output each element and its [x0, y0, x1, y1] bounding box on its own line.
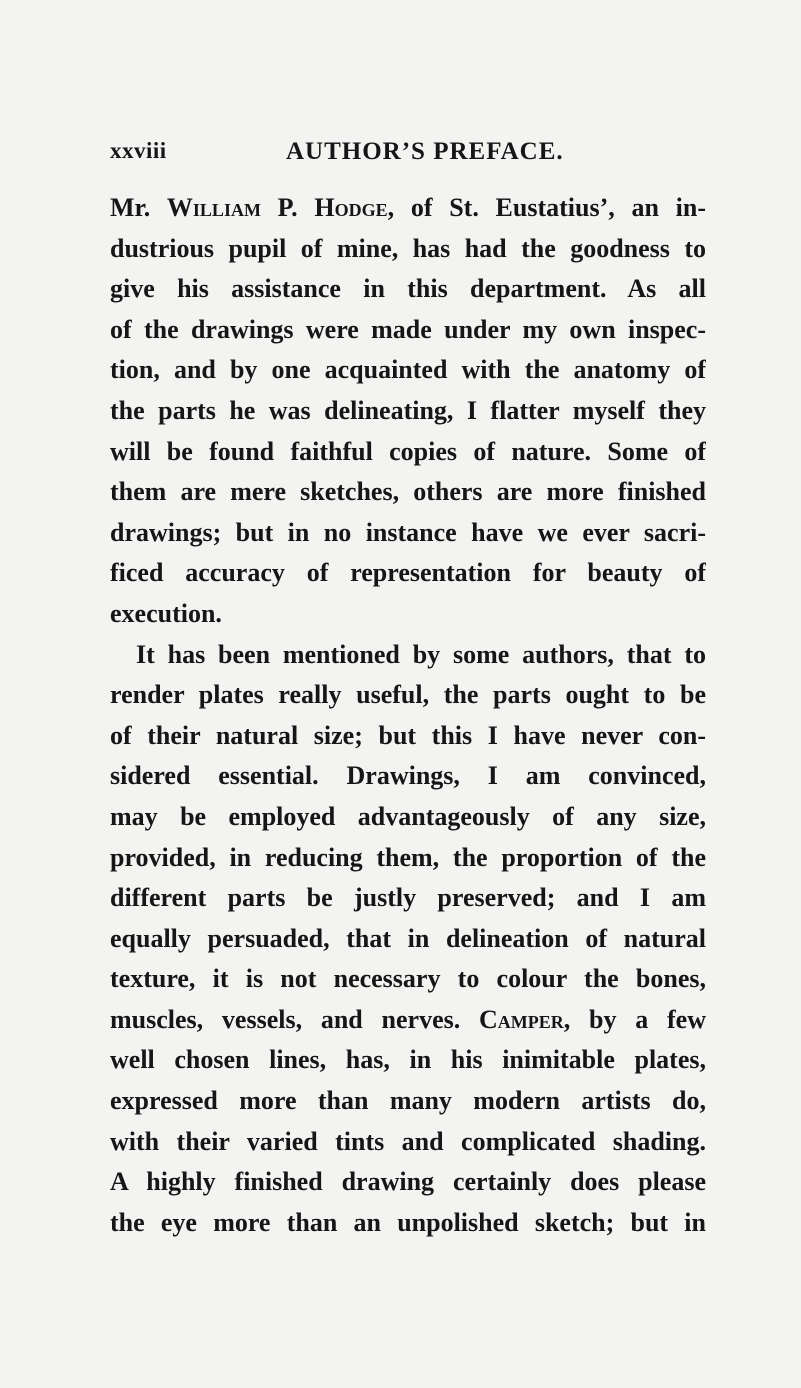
- text-line: of their natural size; but this I have never con-: [110, 720, 706, 750]
- text-line: will be found faithful copies of nature. Some of: [110, 436, 706, 466]
- person-name: William P. Hodge: [166, 193, 388, 222]
- text-line: render plates really useful, the parts ought to be: [110, 680, 706, 710]
- text-line: expressed more than many modern artists do,: [110, 1086, 706, 1116]
- text-line: execution.: [110, 598, 222, 628]
- text-line: A highly finished drawing certainly does please: [110, 1167, 706, 1197]
- text-line: drawings; but in no instance have we ever sacri-: [110, 517, 706, 547]
- text-line: the eye more than an unpolished sketch; but in: [110, 1207, 706, 1237]
- text-line: the parts he was delineating, I flatter myself they: [110, 395, 706, 425]
- text-line: dustrious pupil of mine, has had the goodness to: [110, 233, 706, 263]
- text-line: muscles, vessels, and nerves. Camper, by a few: [110, 1004, 706, 1034]
- text-line: It has been mentioned by some authors, that to: [136, 639, 706, 669]
- text-line: well chosen lines, has, in his inimitable plates,: [110, 1045, 706, 1075]
- running-head: [110, 130, 706, 170]
- page-number: xxviii: [110, 138, 167, 163]
- text-line: equally persuaded, that in delineation of natural: [110, 923, 706, 953]
- text-line: different parts be justly preserved; and I am: [110, 883, 706, 913]
- text-line: give his assistance in this department. As all: [110, 274, 706, 304]
- text-line: sidered essential. Drawings, I am convinced,: [110, 761, 706, 791]
- page-title: AUTHOR’S PREFACE.: [286, 138, 564, 165]
- text-line: tion, and by one acquainted with the anatomy of: [110, 355, 706, 385]
- person-name: Camper: [479, 1004, 564, 1034]
- text-line: ficed accuracy of representation for beauty of: [110, 558, 706, 588]
- text-line: texture, it is not necessary to colour the bones,: [110, 964, 706, 994]
- text-line: with their varied tints and complicated shading.: [110, 1126, 706, 1156]
- text-line: may be employed advantageously of any size,: [110, 801, 706, 831]
- text-line: provided, in reducing them, the proportion of the: [110, 842, 706, 872]
- text-line: of the drawings were made under my own inspec-: [110, 314, 706, 344]
- body-text: [110, 188, 706, 1243]
- text-line: Mr. William P. Hodge, of St. Eustatius’, an in-: [110, 193, 706, 222]
- text-line: them are mere sketches, others are more finished: [110, 477, 706, 507]
